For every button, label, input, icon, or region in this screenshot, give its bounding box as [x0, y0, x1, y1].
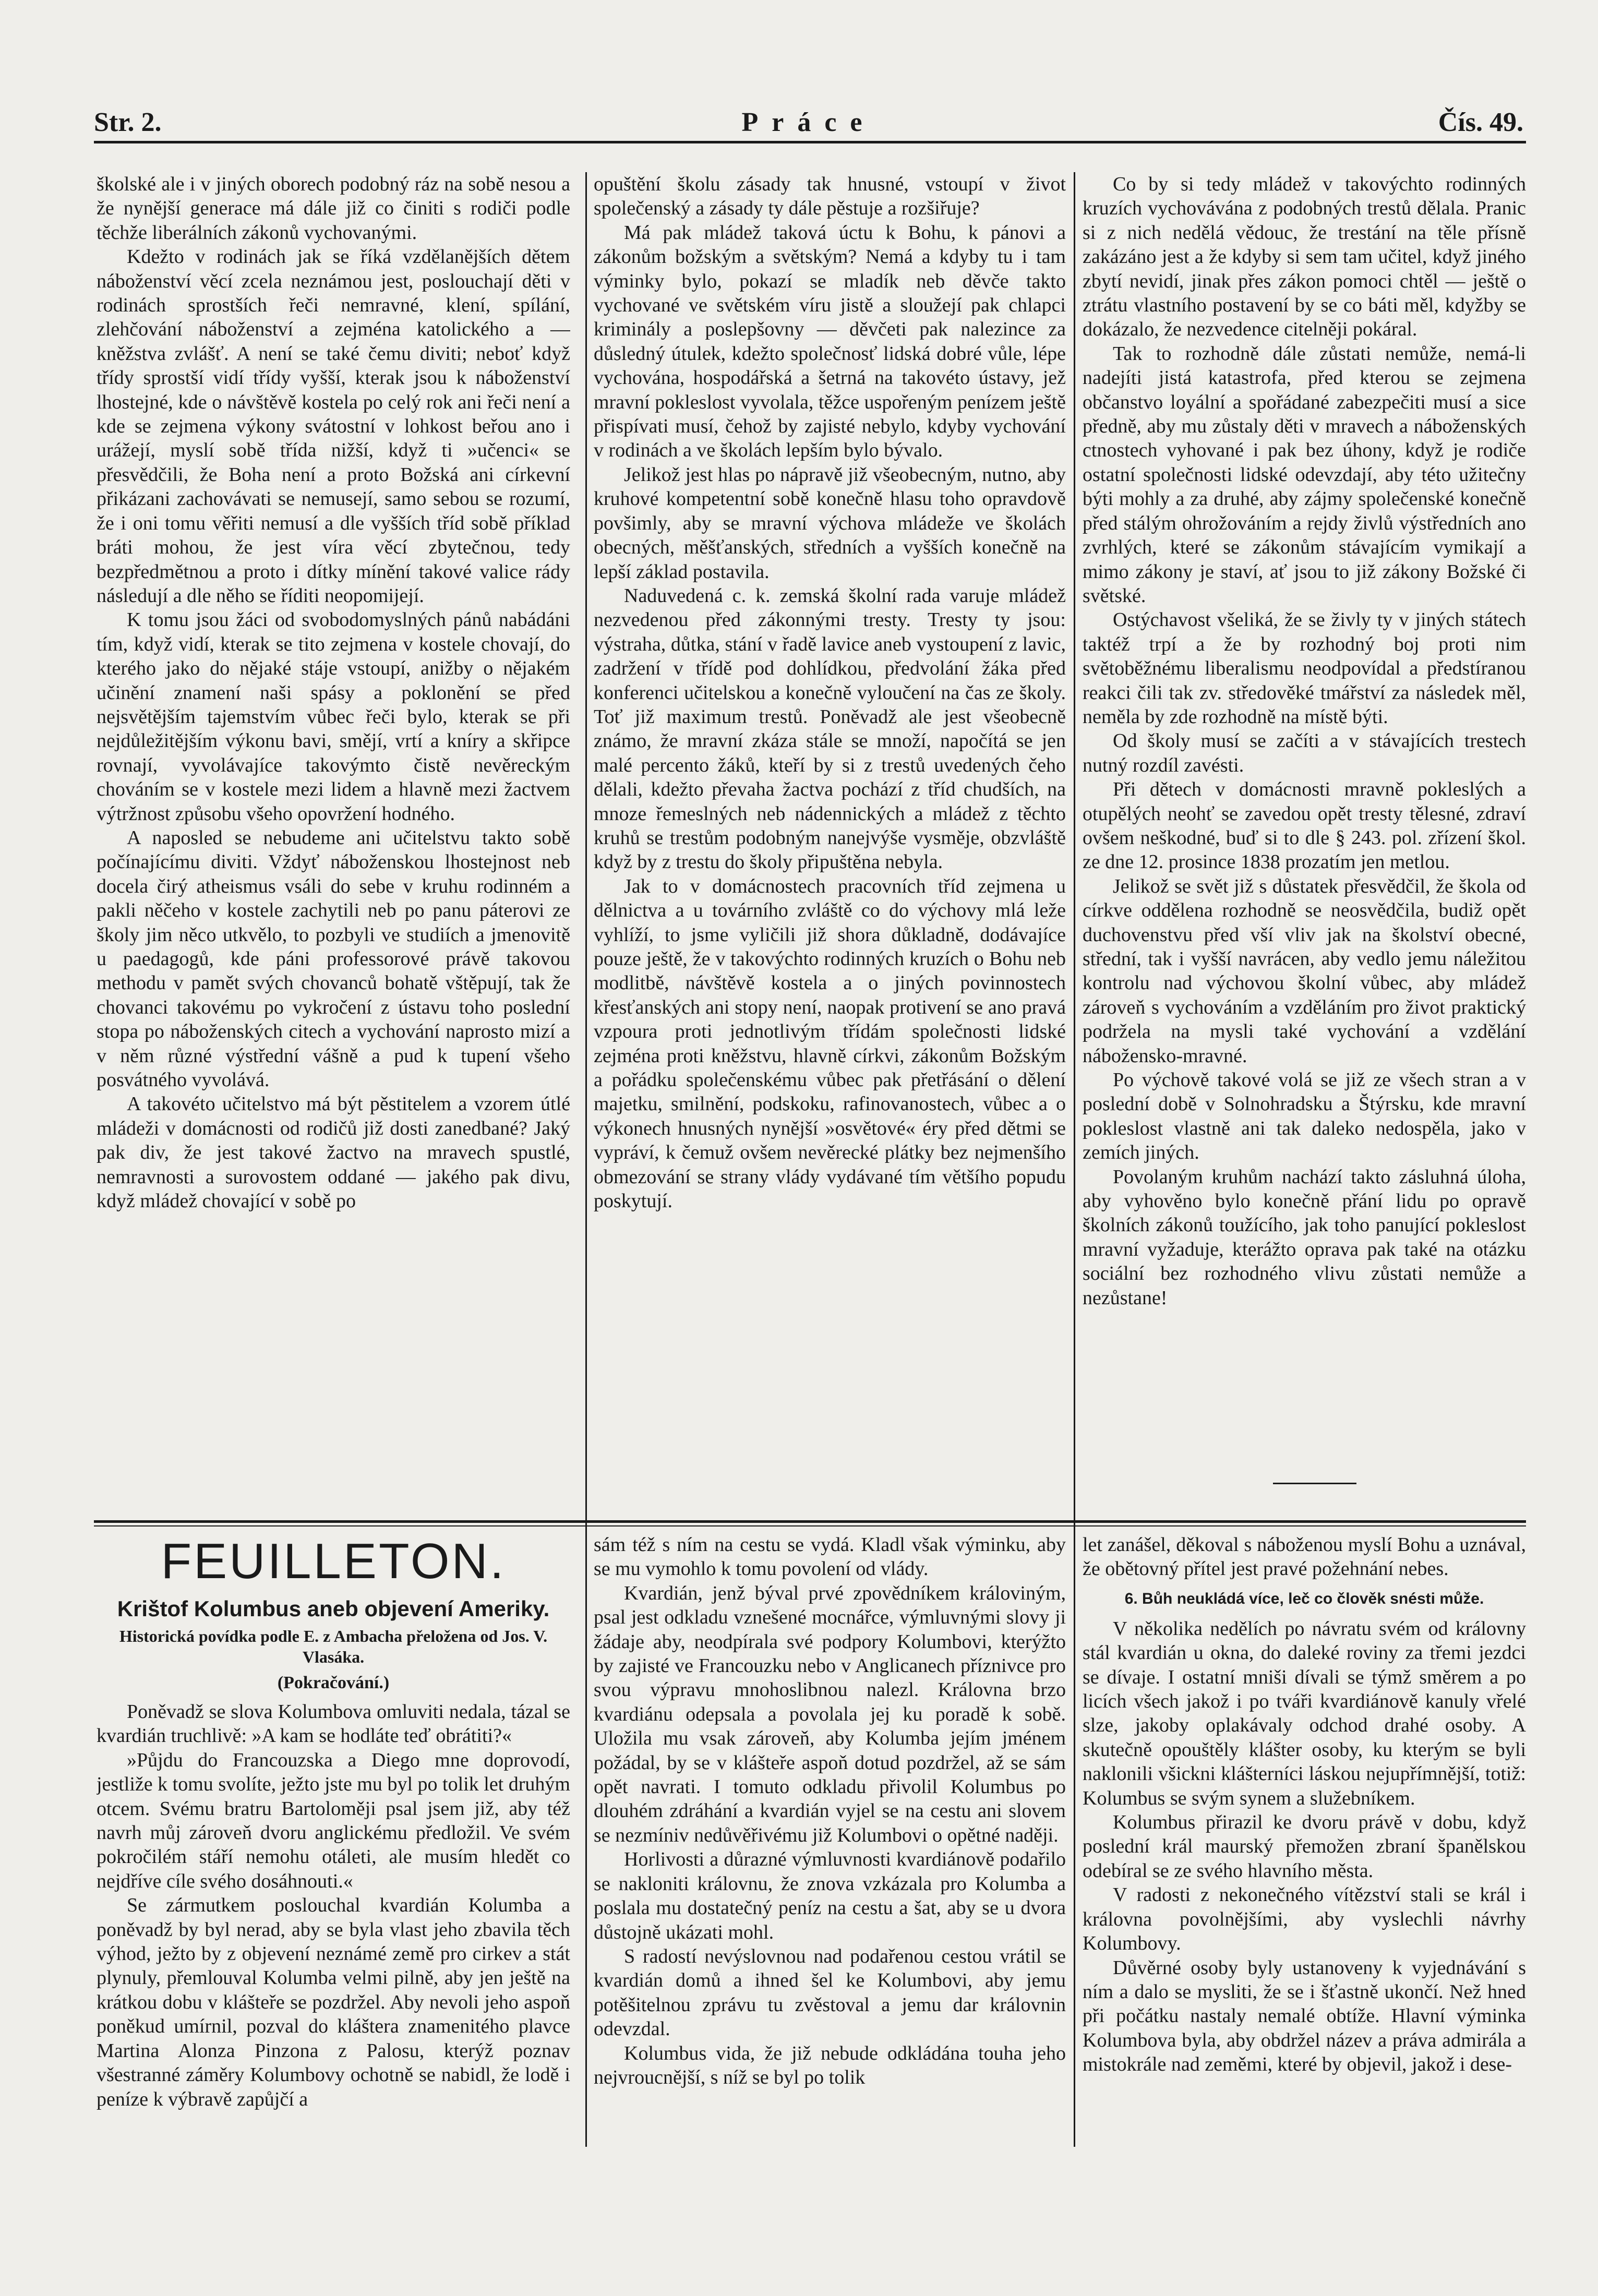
feuilleton-paragraph: Kolumbus přirazil ke dvoru právě v dobu, když poslední král maurský přemožen zbraní španělskou odebíral se ze svého hlavního města. [1083, 1811, 1526, 1882]
article-paragraph: opuštění školu zásady tak hnusné, vstoupí v život společenský a zásady ty dále pěstuje a rozšiřuje? [594, 173, 1066, 220]
article-paragraph: Jelikož jest hlas po nápravě již všeobecným, nutno, aby kruhové kompetentní sobě konečně hlasu toho opravdově povšimly, aby se mravní výchova mládeže ve školách obecných, měšťanských, středních a vyšších konečně na lepší základ postavila. [594, 463, 1066, 583]
feuilleton-paragraph: Důvěrné osoby byly ustanoveny k vyjednávání s ním a dalo se mysliti, že se i šťastně ukončí. Než hned při počátku nastaly nemalé obtíže. Hlavní výminka Kolumbova byla, aby obdržel název a práva admirála a mistokrále nad zeměmi, které by objevil, jakož i dese- [1083, 1956, 1526, 2076]
article-paragraph: A naposled se nebudeme ani učitelstvu takto sobě počínajícímu diviti. Vždyť náboženskou lhostejnost neb docela čirý atheismus vsáli do sebe v kruhu rodinném a pakli něčeho v kostele zachytili neb po panu páterovi ze školy jim něco utkvělo, to pozbyli ve studiích a jmenovitě u paedagogů, kde páni professorové právě takovou methodu v pamět svých chovanců bohatě vštěpují, tak že chovanci takovému po vykročení z ústavu toho poslední stopa po náboženských citech a vychování naprosto mizí a v něm různé výstřední vášně a pud k tupení všeho posvátného vyvolává. [97, 826, 570, 1091]
feuilleton-section-heading: 6. Bůh neukládá více, leč co člověk snésti může. [1124, 1590, 1484, 1607]
feuilleton-subtitle: Krištof Kolumbus aneb objevení Ameriky. [117, 1596, 550, 1621]
feuilleton-paragraph: let zanášel, děkoval s náboženou myslí Bohu a uznával, že obětovný přítel jest pravé požehnání nebes. [1083, 1534, 1526, 1580]
feuilleton-column-1 [97, 1533, 570, 2172]
article-paragraph: Po výchově takové volá se již ze všech stran a v poslední době v Solnohradsku a Štýrsku, kde mravní pokleslost vlastně ani tak daleko nedospěla, jako v zemích jiných. [1083, 1069, 1526, 1164]
feuilleton-rule-thin [94, 1525, 1526, 1526]
feuilleton-paragraph: S radostí nevýslovnou nad podařenou cestou vrátil se kvardián domů a ihned šel ke Kolumbovi, aby jemu potěšitelnou zprávu tu zvěstoval a jemu dar královnin odevzdal. [594, 1945, 1066, 2040]
feuilleton-paragraph: Kolumbus vida, že již nebude odkládána touha jeho nejvroucnější, s níž se byl po tolik [594, 2042, 1066, 2088]
column-divider [1074, 172, 1075, 2147]
feuilleton-paragraph: Horlivosti a důrazné výmluvnosti kvardiánově podařilo se nakloniti královnu, že znova vzkázala pro Kolumba a poslala mu dostatečný peníz na cestu a šat, aby se u dvora důstojně ukázati mohl. [594, 1848, 1066, 1943]
article-paragraph: A takovéto učitelstvo má být pěstitelem a vzorem útlé mládeži v domácnosti od rodičů již dosti zanedbané? Jaký pak div, že jest takové žactvo na mravech spustlé, nemravnosti a surovostem oddané — jakého pak divu, když mládež chovající v sobě po [97, 1093, 570, 1212]
article-column-3 [1083, 172, 1526, 1513]
feuilleton-title: FEUILLETON. [161, 1533, 506, 1589]
article-paragraph: Naduvedená c. k. zemská školní rada varuje mládež nezvedenou před zákonnými tresty. Tresty ty jsou: výstraha, důtka, stání v řadě lavice aneb vystoupení z lavic, zadržení v třídě pod dohlídkou, předvolání žáka před konferenci učitelskou a konečně vyloučení na čas ze školy. Toť již maximum trestů. Poněvadž ale jest všeobecně známo, že mravní zkáza stále se množí, napočítá se jen malé percento žáků, kteří by si z trestů uvedených čeho dělali, kdežto převaha žactva pochází z tříd chudších, na mnoze řemeslných neb nádennických a mládež z těchto kruhů se trestům podobným nanejvýše vysměje, obzvláště když by z trestu do školy připuštěna nebyla. [594, 584, 1066, 873]
article-paragraph: Kdežto v rodinách jak se říká vzdělanějších dětem náboženství věcí zcela neznámou jest, poslouchají děti v rodinách sprostších řeči nemravné, klení, spílání, zlehčování náboženství a zejména katolického a — kněžstva zvlášť. A není se také čemu diviti; neboť když třídy sprostší vidí třídy vyšší, kterak jsou k náboženství lhostejné, kde o návštěvě kostela po celý rok ani řeči není a kde se zejmena výkony svátostní v lohkost beřou ano i urážejí, myslí sobě třída nižší, když ti »učenci« se přesvědčili, že Boha není a proto Božská ani církevní přikázani zachovávati se nemusejí, samo sebou se rozumí, že i oni tomu věřiti nemusí a dle vyšších tříd sobě příklad bráti mohou, že jest víra věcí zbytečnou, tedy bezpředmětnou a proto i dítky mínění takové valice rády následují a dle něho se říditi neopomijejí. [97, 246, 570, 607]
feuilleton-paragraph: sám též s ním na cestu se vydá. Kladl však výminku, aby se mu vymohlo k tomu povolení od vlády. [594, 1534, 1066, 1580]
article-paragraph: Ostýchavost všeliká, že se živly ty v jiných státech taktéž trpí a že by rozhodný boj proti nim světoběžnému liberalismu neodpovídal a předstíranou reakci čili tak zv. středověké tmářství za následek měl, neměla by zde rozhodně na místě býti. [1083, 609, 1526, 728]
article-column-2 [594, 172, 1066, 1513]
feuilleton-paragraph: Poněvadž se slova Kolumbova omluviti nedala, tázal se kvardián truchlivě: »A kam se hodláte teď obrátiti?« [97, 1701, 570, 1747]
column-divider [585, 172, 587, 2147]
issue-number: Čís. 49. [1438, 107, 1523, 137]
article-column-1 [97, 172, 570, 1513]
article-paragraph: Má pak mládež taková úctu k Bohu, k pánovi a zákonům božským a světským? Nemá a kdyby tu i tam výminky bylo, pokazí se mladík neb děvče takto vychované ve světském víru jistě a sloužejí pak chlapci kriminály a poslepšovny — děvčeti pak nalezince za důsledný útulek, kdežto společnosť lidská dobré vůle, lépe vychována, hospodářská a šetrná na takovéto ústavy, jež mravní pokleslost vyvolala, těžce uspořeným penízem ještě přispívati musí, čehož by zajisté nebylo, kdyby vychování v rodinách a ve školách lepším bylo bývalo. [594, 221, 1066, 462]
article-paragraph: Při dětech v domácnosti mravně pokleslých a otupělých neohť se zavedou opět tresty tělesné, zdraví ovšem neškodné, buď si to dle § 243. pol. zřízení škol. ze dne 12. prosince 1838 prozatím jen metlou. [1083, 778, 1526, 873]
feuilleton-paragraph: Se zármutkem poslouchal kvardián Kolumba a poněvadž by byl nerad, aby se byla vlast jeho zbavila těch výhod, ježto by z objevení neznámé země pro cirkev a stát plynuly, přemlouval Kolumba velmi pilně, aby jen ještě na krátkou dobu v klášteře se pozdržel. Aby nevoli jeho aspoň poněkud umírnil, pozval do kláštera znamenitého plavce Martina Alonza Pinzona z Palosu, kterýž poznav všestranné záměry Kolumbovy ochotně se nabidl, že lodě i peníze k výbravě zapůjčí a [97, 1894, 570, 2110]
feuilleton-column-3 [1083, 1533, 1526, 2172]
feuilleton-column-2 [594, 1533, 1066, 2172]
page-number: Str. 2. [94, 107, 162, 137]
article-paragraph: školské ale i v jiných oborech podobný ráz na sobě nesou a že nynější generace má dále již co činiti s rodiči podle těchže liberálních zákonů vychovanými. [97, 173, 570, 244]
feuilleton-paragraph: Kvardián, jenž býval prvé zpovědníkem královiným, psal jest odkladu vznešené mocnářce, výmluvnými slovy ji žádaje aby, neodpírala své podpory Kolumbovi, kterýžto by zajisté ve Francouzku nebo v Anglicanech příznivce pro svou výpravu mnohoslibnou nalezl. Královna brzo kvardiánu odepsala a povolala jej ku poradě k sobě. Uložila mu vsak zároveň, aby Kolumba jejím jménem požádal, by se v klášteře aspoň dotud pozdržel, až se sám opět navrati. I tomuto odkladu přivolil Kolumbus po dlouhém zdráhání a kvardián vyjel se na cestu ani slovem se nezmíniv nedůvěřivému již Kolumbovi o opětné naději. [594, 1582, 1066, 1846]
feuilleton-continued: (Pokračování.) [277, 1673, 390, 1692]
feuilleton-paragraph: »Půjdu do Francouzska a Diego mne doprovodí, jestliže k tomu svolíte, ježto jste mu byl po tolik let druhým otcem. Svému bratru Bartoloměji psal jsem již, aby též navrh můj zároveň dvoru anglickému předložil. Ve svém pokročilém stáří nemohu otáleti, ale musím hledět co nejdříve cíle svého dosáhnouti.« [97, 1749, 570, 1892]
page-header [94, 107, 1523, 143]
article-paragraph: K tomu jsou žáci od svobodomyslných pánů nabádáni tím, když vidí, kterak se tito zejmena v kostele chovají, do kterého jako do nějaké stáje vstoupí, anižby o nějakém učinění znamení naši spásy a poklonění se před nejsvětějším tajemstvím vůbec řeči bylo, kterak se při nejdůležitějším výkonu bavi, smějí, vrtí a kníry a skřipce rovnají, vyvolávajíce takovýmto čistě nevěreckým chováním se v kostele mezi lidem a hlavně mezi žactvem výtržnost způsobu všeho opovržení hodného. [97, 609, 570, 825]
article-paragraph: Od školy musí se začíti a v stávajících trestech nutný rozdíl zavésti. [1083, 730, 1526, 776]
header-rule [94, 141, 1526, 143]
article-paragraph: Povolaným kruhům nachází takto zásluhná úloha, aby vyhověno bylo konečně přání lidu po opravě školních zákonů toužícího, jak toho panující pokleslost mravní vyžaduje, kterážto oprava pak také na otázku sociální bez rozhodného vlivu zůstati nemůže a nezůstane! [1083, 1165, 1526, 1309]
newspaper-title: Práce [741, 107, 876, 137]
feuilleton-paragraph: V několika nedělích po návratu svém od královny stál kvardián u okna, do daleké roviny za třemi jezdci se dívaje. I ostatní mniši dívali se týmž směrem a po licích všech jakož i po tváři kvardiánově kanuly vřelé slze, jakoby oplakávaly odchod drahé osoby. A skutečně opouštěly klášter osoby, ku kterým se byli naklonili všickni klášterníci láskou nejupřímnější, totiž: Kolumbus se svým synem a služebníkem. [1083, 1617, 1526, 1809]
article-paragraph: Jelikož se svět již s důstatek přesvědčil, že škola od církve oddělena rozhodně se neosvědčila, budiž opět duchovenstvu před vší vliv jak na školství obecné, střední, tak i vyšší navrácen, aby vedlo jemu náležitou kontrolu nad výchovou školní vůbec, aby mládež zároveň s vychováním a vzděláním pro život praktický podržela na mysli také vychování a vzdělání nábožensko-mravné. [1083, 875, 1526, 1067]
article-paragraph: Co by si tedy mládež v takovýchto rodinných kruzích vychovávána z podobných trestů dělala. Pranic si z nich nedělá vědouc, že trestání na těle přísně zakázáno jest a že kdyby si sem tam učitel, když jiného zbytí nevidí, jinak přes zákon pomoci chtěl — ještě o ztrátu vlastního postavení by se co báti měl, kdyžby se dokázalo, že nezvedence citelněji pokáral. [1083, 173, 1526, 341]
feuilleton-credit: Historická povídka podle E. z Ambacha přeložena od Jos. V. Vlasáka. [119, 1627, 548, 1666]
feuilleton-rule [94, 1520, 1526, 1523]
feuilleton-paragraph: V radosti z nekonečného vítězství stali se král i královna povolnějšími, aby vyslechli návrhy Kolumbovy. [1083, 1884, 1526, 1955]
article-paragraph: Jak to v domácnostech pracovních tříd zejmena u dělnictva a u továrního zvláště co do výchovy mlá leže vyhlíží, to jsme vyličili již shora důkladně, dodávajíce pouze ještě, že v takovýchto rodinných kruzích o Bohu neb modlitbě, návštěvě kostela a o jiných povinnostech křesťanských ani stopy není, naopak protivení se ano pravá vzpoura proti jednotlivým třídám společnosti lidské zejména proti kněžstvu, hlavně církvi, zákonům Božským a pořádku společenskému vůbec pak přetřásání o dělení majetku, smilnění, podskoku, rafinovanostech, vůbec a o výkonech hnusných nynější »osvětové« éry před dětmi se vypráví, k čemuž ovšem nevěrecké plátky bez nejmenšího obmezování se strany vlády vydávané tím většího popudu poskytují. [594, 875, 1066, 1212]
article-paragraph: Tak to rozhodně dále zůstati nemůže, nemá-li nadejíti jistá katastrofa, před kterou se zejmena občanstvo loyální a spořádané zabezpečiti musí a sice předně, aby mu zůstaly děti v mravech a náboženských ctnostech vyhované i pak bez úhony, když je rodiče ostatní společnosti lidské odevzdají, aby této užitečny býti mohly a za druhé, aby zájmy společenské konečně před stálým ohrožováním a rejdy živlů výstředních ano zvrhlých, které se zákonům stávajícím vymikají a mimo zákony je staví, ať jsou to již zákony Božské či světské. [1083, 342, 1526, 607]
